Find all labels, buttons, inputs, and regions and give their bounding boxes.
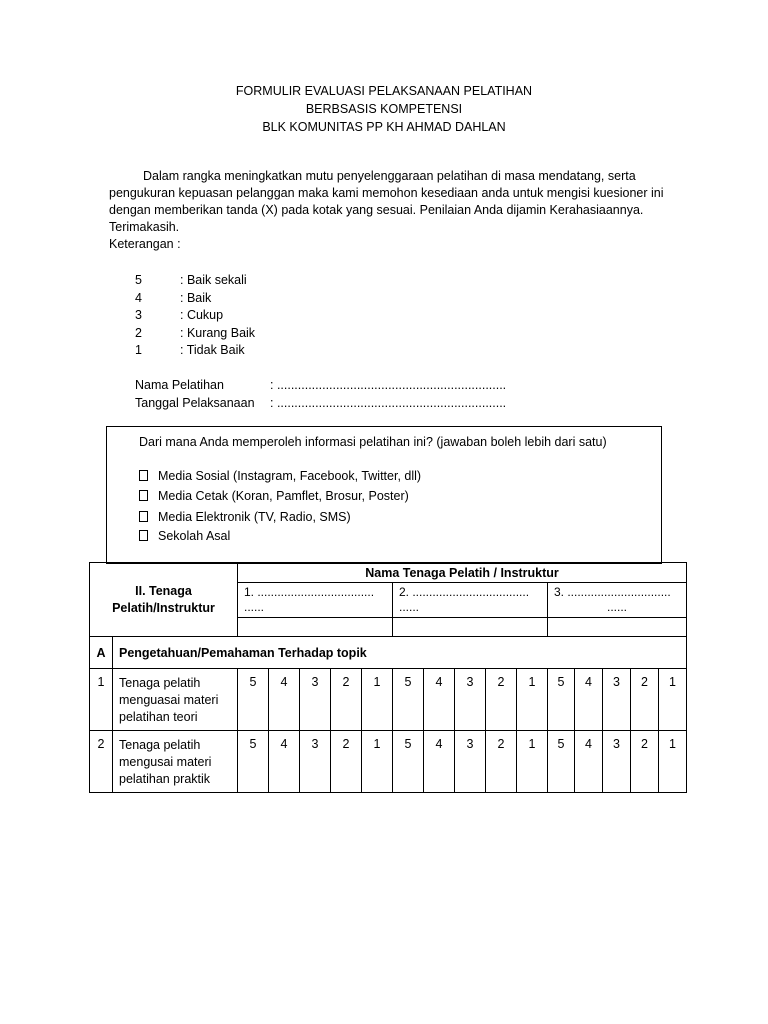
option-label: Media Sosial (Instagram, Facebook, Twitter, dll) bbox=[158, 469, 422, 483]
scale-number: 1 bbox=[135, 343, 142, 357]
training-name-label: Nama Pelatihan bbox=[135, 378, 224, 392]
checkbox-icon[interactable] bbox=[139, 511, 148, 522]
score-cell[interactable]: 3 bbox=[300, 669, 331, 731]
score-cell[interactable]: 3 bbox=[455, 669, 486, 731]
scale-number: 3 bbox=[135, 308, 142, 322]
group-letter: A bbox=[90, 637, 113, 669]
table-row bbox=[90, 669, 687, 731]
score-cell[interactable]: 2 bbox=[631, 669, 659, 731]
training-name-value[interactable]: : .................................................................. bbox=[270, 378, 507, 392]
option-school[interactable] bbox=[139, 529, 230, 543]
option-label: Media Elektronik (TV, Radio, SMS) bbox=[158, 510, 351, 524]
scale-number: 5 bbox=[135, 273, 142, 287]
group-title: Pengetahuan/Pemahaman Terhadap topik bbox=[113, 637, 687, 669]
score-cell[interactable]: 5 bbox=[393, 731, 424, 793]
option-social-media[interactable] bbox=[139, 469, 421, 483]
option-label: Sekolah Asal bbox=[158, 529, 231, 543]
instructor-3-cell[interactable] bbox=[548, 583, 687, 618]
form-subtitle: BERBSASIS KOMPETENSI bbox=[305, 102, 463, 116]
instructor-1-name: 1. ................................... bbox=[244, 585, 375, 599]
scale-description: : Cukup bbox=[180, 308, 224, 322]
instructor-2-blank bbox=[393, 618, 548, 637]
instructor-3-name: 3. ............................... bbox=[554, 585, 671, 599]
score-cell[interactable]: 4 bbox=[575, 669, 603, 731]
score-cell[interactable]: 1 bbox=[362, 669, 393, 731]
section-header: II. Tenaga Pelatih/Instruktur bbox=[90, 563, 238, 637]
score-cell[interactable]: 5 bbox=[548, 731, 575, 793]
instructor-3-blank bbox=[548, 618, 687, 637]
row-text: Tenaga pelatih menguasai materi pelatihan teori bbox=[113, 669, 238, 731]
row-text: Tenaga pelatih mengusai materi pelatihan praktik bbox=[113, 731, 238, 793]
option-print-media[interactable] bbox=[139, 489, 409, 503]
score-cell[interactable]: 2 bbox=[486, 731, 517, 793]
score-cell[interactable]: 1 bbox=[517, 731, 548, 793]
score-cell[interactable]: 5 bbox=[238, 669, 269, 731]
score-cell[interactable]: 4 bbox=[269, 669, 300, 731]
row-number: 1 bbox=[90, 669, 113, 731]
scale-description: : Baik bbox=[180, 291, 212, 305]
intro-section bbox=[109, 168, 674, 253]
training-date-value[interactable]: : .................................................................. bbox=[270, 396, 507, 410]
score-cell[interactable]: 3 bbox=[455, 731, 486, 793]
scale-description: : Kurang Baik bbox=[180, 326, 256, 340]
intro-thanks: Terimakasih. bbox=[109, 220, 180, 234]
checkbox-icon[interactable] bbox=[139, 530, 148, 541]
score-cell[interactable]: 1 bbox=[659, 669, 687, 731]
score-cell[interactable]: 1 bbox=[362, 731, 393, 793]
option-electronic-media[interactable] bbox=[139, 510, 351, 524]
training-date-label: Tanggal Pelaksanaan bbox=[135, 396, 255, 410]
intro-paragraph: Dalam rangka meningkatkan mutu penyelenggaraan pelatihan di masa mendatang, serta pengukuran kepuasan pelanggan maka kami memohon kesediaan anda untuk mengisi kuesioner ini dengan memberikan tanda (X) pada kotak yang sesuai. Penilaian Anda dijamin Kerahasiaannya. bbox=[109, 169, 664, 217]
score-cell[interactable]: 4 bbox=[269, 731, 300, 793]
score-cell[interactable]: 5 bbox=[548, 669, 575, 731]
scale-description: : Baik sekali bbox=[180, 273, 247, 287]
instructor-2-name: 2. ................................... bbox=[399, 585, 530, 599]
scale-number: 2 bbox=[135, 326, 142, 340]
score-cell[interactable]: 2 bbox=[331, 669, 362, 731]
score-cell[interactable]: 5 bbox=[238, 731, 269, 793]
score-cell[interactable]: 3 bbox=[603, 669, 631, 731]
score-cell[interactable]: 4 bbox=[424, 731, 455, 793]
score-cell[interactable]: 4 bbox=[424, 669, 455, 731]
checkbox-icon[interactable] bbox=[139, 490, 148, 501]
score-cell[interactable]: 2 bbox=[331, 731, 362, 793]
option-label: Media Cetak (Koran, Pamflet, Brosur, Poster) bbox=[158, 489, 409, 503]
score-cell[interactable]: 5 bbox=[393, 669, 424, 731]
score-cell[interactable]: 1 bbox=[659, 731, 687, 793]
scale-number: 4 bbox=[135, 291, 142, 305]
score-cell[interactable]: 3 bbox=[300, 731, 331, 793]
legend-title: Keterangan : bbox=[109, 237, 181, 251]
instructor-1-name-cont: ...... bbox=[244, 600, 265, 614]
scale-description: : Tidak Baik bbox=[180, 343, 245, 357]
instructor-2-cell[interactable] bbox=[393, 583, 548, 618]
score-cell[interactable]: 1 bbox=[517, 669, 548, 731]
info-source-question: Dari mana Anda memperoleh informasi pelatihan ini? (jawaban boleh lebih dari satu) bbox=[139, 435, 607, 449]
evaluation-table bbox=[89, 562, 687, 793]
instructor-2-name-cont: ...... bbox=[399, 600, 420, 614]
instructor-1-blank bbox=[238, 618, 393, 637]
instructor-1-cell[interactable] bbox=[238, 583, 393, 618]
score-cell[interactable]: 3 bbox=[603, 731, 631, 793]
form-title: FORMULIR EVALUASI PELAKSANAAN PELATIHAN bbox=[235, 84, 533, 98]
score-cell[interactable]: 2 bbox=[631, 731, 659, 793]
instructor-3-name-cont: ...... bbox=[607, 600, 628, 614]
institution-name: BLK KOMUNITAS PP KH AHMAD DAHLAN bbox=[262, 120, 506, 134]
instructor-header: Nama Tenaga Pelatih / Instruktur bbox=[238, 563, 687, 583]
checkbox-icon[interactable] bbox=[139, 470, 148, 481]
score-cell[interactable]: 4 bbox=[575, 731, 603, 793]
score-cell[interactable]: 2 bbox=[486, 669, 517, 731]
row-number: 2 bbox=[90, 731, 113, 793]
info-source-box bbox=[106, 426, 662, 564]
table-row bbox=[90, 731, 687, 793]
